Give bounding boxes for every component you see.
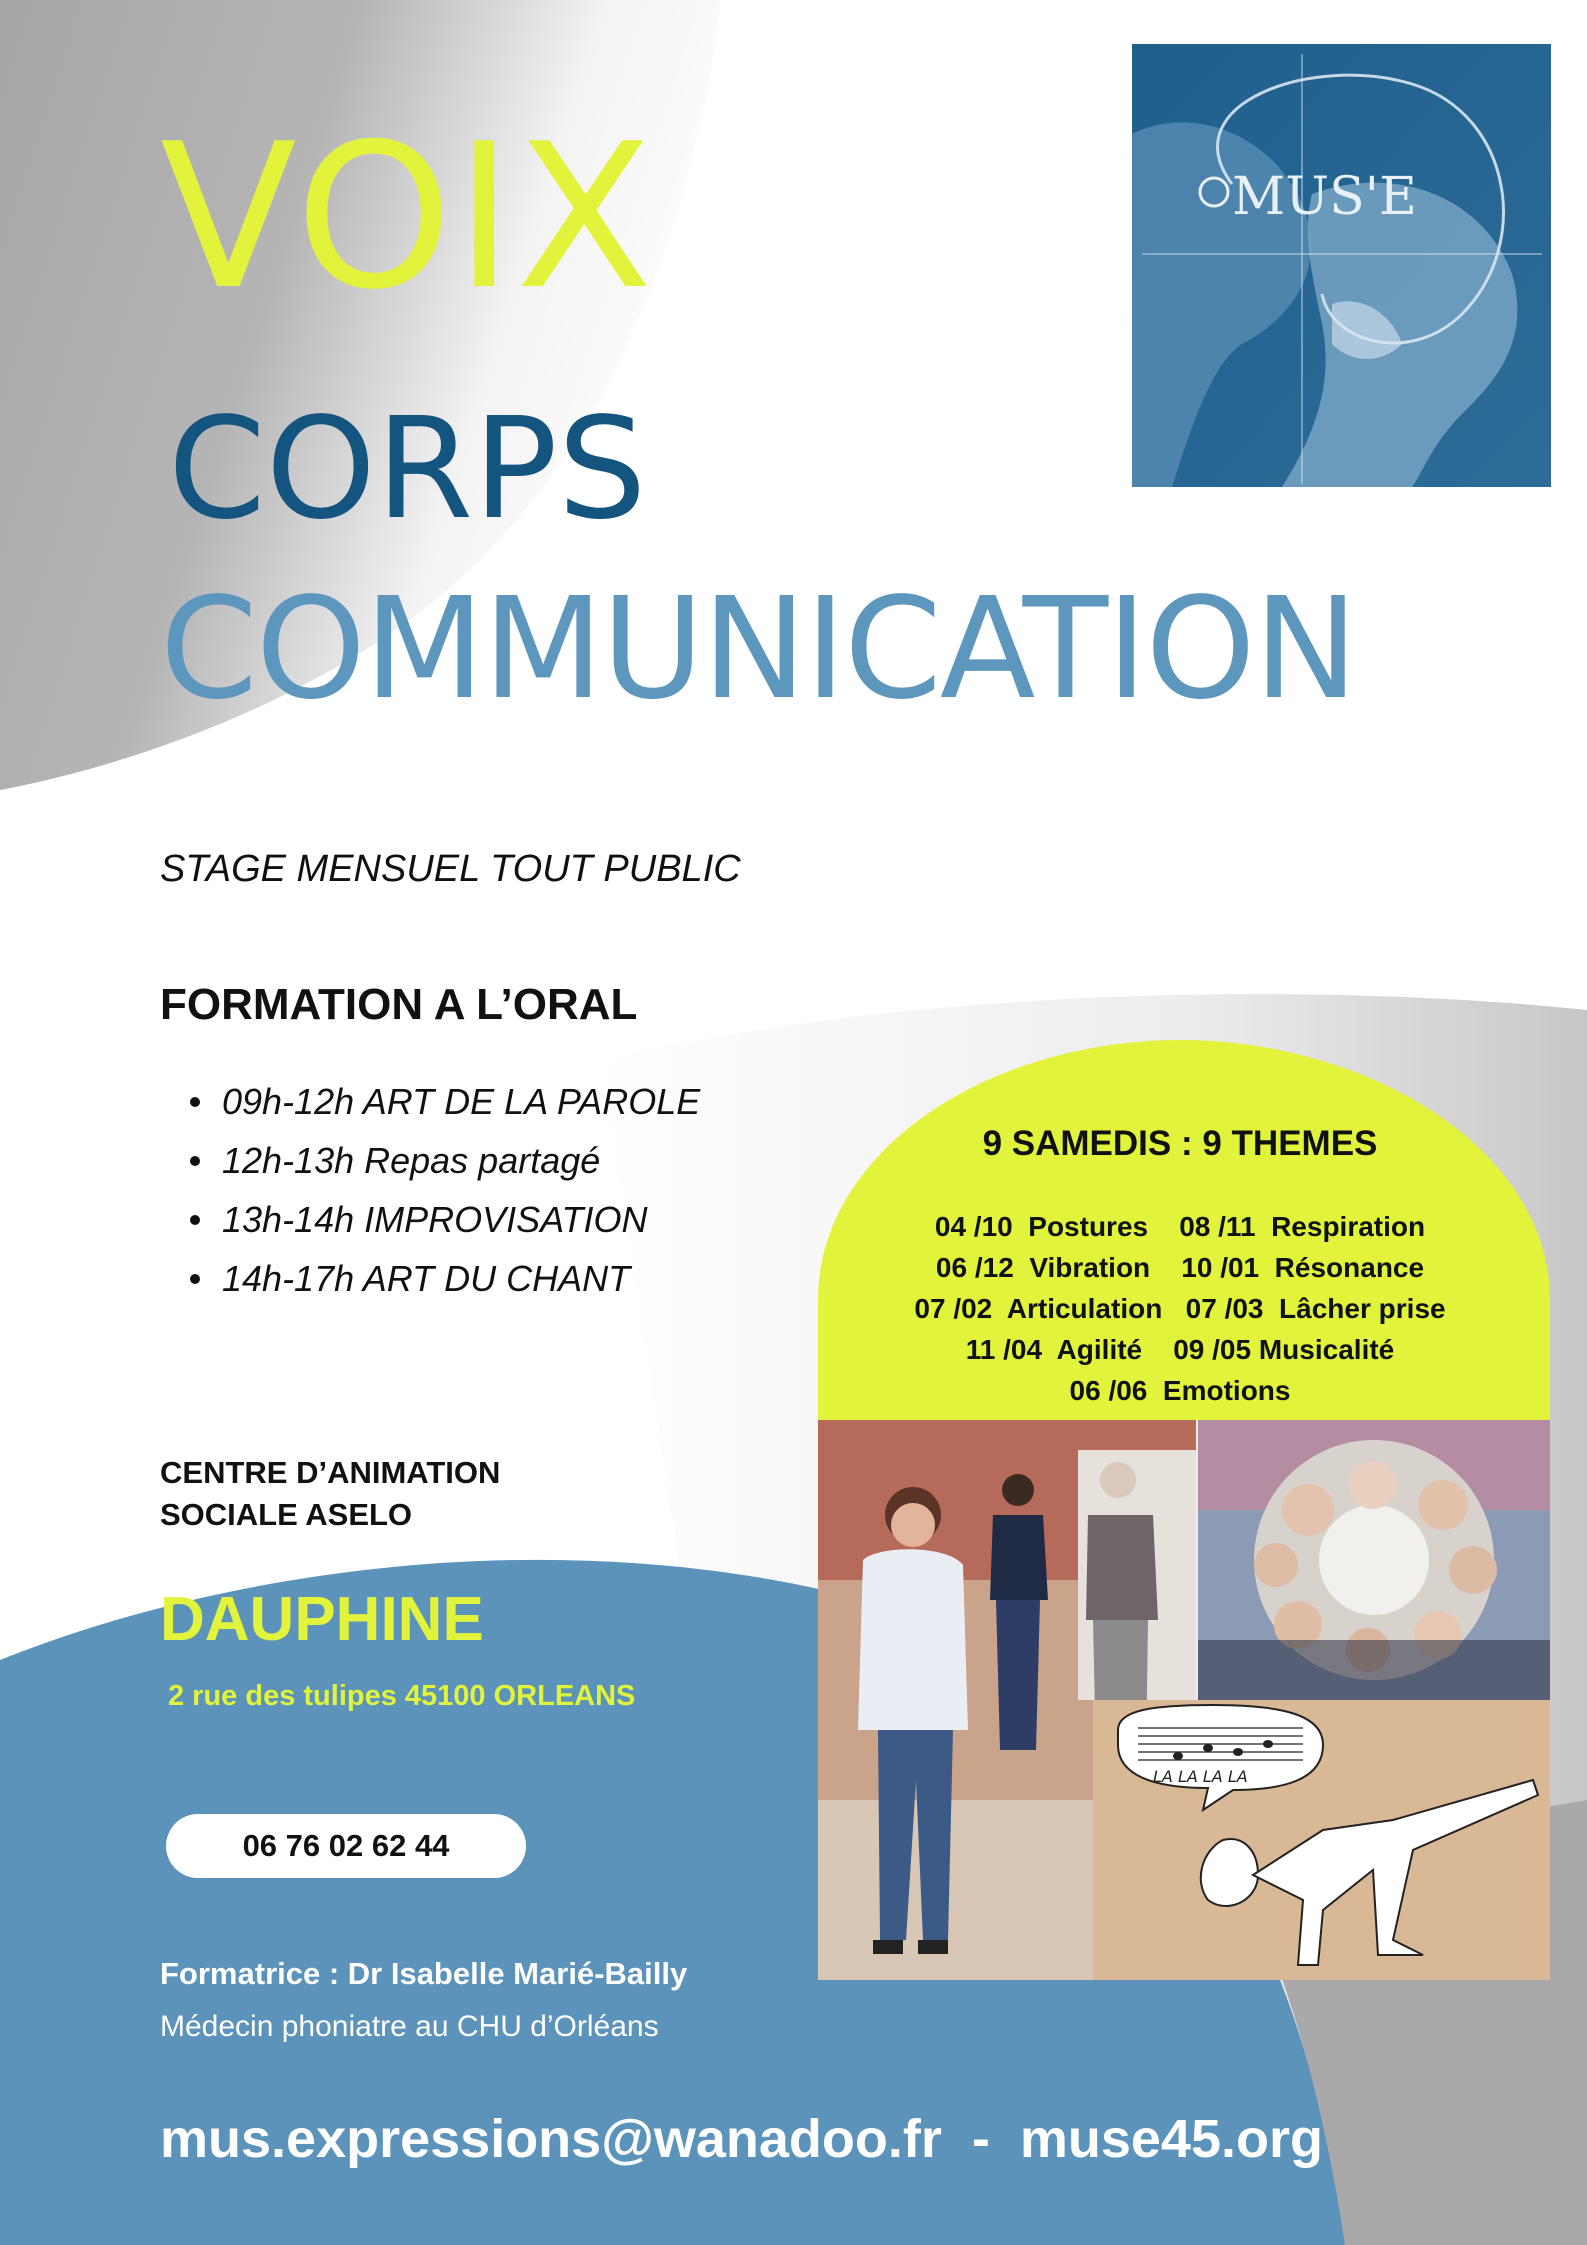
muse-logo-image: [1132, 44, 1551, 487]
theme-row: 06 /12 Vibration 10 /01 Résonance: [935, 1252, 1425, 1283]
schedule-list: [190, 1072, 700, 1308]
headline-communication: COMMUNICATION: [160, 568, 1357, 731]
theme-row: 04 /10 Postures 08 /11 Respiration: [934, 1211, 1426, 1242]
venue-line2: SOCIALE ASELO: [160, 1497, 413, 1532]
theme-row: 11 /04 Agilité 09 /05 Musicalité: [965, 1334, 1395, 1365]
schedule-item: 14h-17h ART DU CHANT: [190, 1249, 700, 1308]
photo-group-circle: [1198, 1420, 1550, 1700]
venue-line1: CENTRE D’ANIMATION: [160, 1455, 501, 1490]
themes-title: 9 SAMEDIS : 9 THEMES: [982, 1124, 1378, 1163]
theme-row: 07 /02 Articulation 07 /03 Lâcher prise: [914, 1293, 1446, 1324]
theme-row: 06 /06 Emotions: [1069, 1375, 1291, 1406]
venue-district: DAUPHINE: [160, 1585, 484, 1654]
schedule-item: 13h-14h IMPROVISATION: [190, 1190, 700, 1249]
speech-text: LA LA LA LA: [1153, 1767, 1248, 1786]
schedule-item: 09h-12h ART DE LA PAROLE: [190, 1072, 700, 1131]
illustration-singer: [1093, 1700, 1550, 1980]
phone-number[interactable]: 06 76 02 62 44: [166, 1814, 526, 1878]
bullet-icon: [190, 1274, 200, 1284]
bullet-icon: [190, 1215, 200, 1225]
trainer-role: Médecin phoniatre au CHU d’Orléans: [160, 2010, 659, 2043]
logo-text: MUS'E: [1232, 167, 1417, 227]
bullet-icon: [190, 1156, 200, 1166]
venue-name: [160, 1452, 500, 1536]
themes-list: [820, 1206, 1540, 1411]
contact-line[interactable]: mus.expressions@wanadoo.fr - muse45.org: [160, 2109, 1323, 2169]
subtitle: STAGE MENSUEL TOUT PUBLIC: [160, 848, 741, 890]
bullet-icon: [190, 1097, 200, 1107]
trainer-name: Formatrice : Dr Isabelle Marié-Bailly: [160, 1956, 688, 1991]
schedule-item: 12h-13h Repas partagé: [190, 1131, 700, 1190]
headline-voix: VOIX: [160, 101, 655, 334]
venue-address: 2 rue des tulipes 45100 ORLEANS: [168, 1680, 636, 1712]
formation-heading: FORMATION A L’ORAL: [160, 980, 638, 1029]
headline-corps: CORPS: [168, 388, 647, 551]
